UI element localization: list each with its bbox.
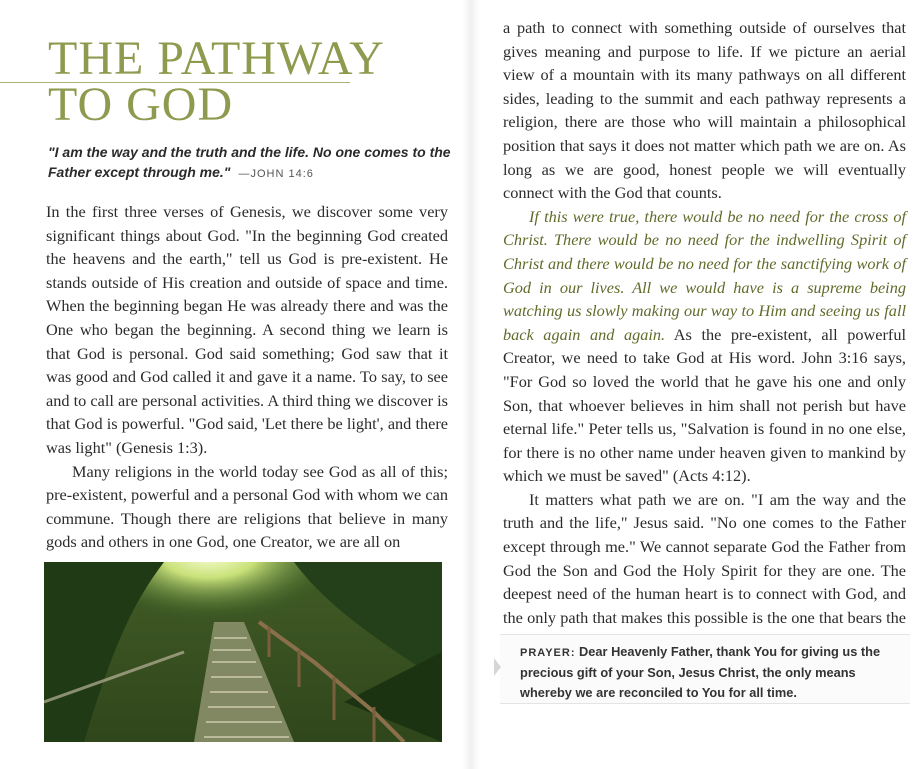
left-paragraph-1: In the first three verses of Genesis, we discover some very significant things about God. "In the beginning God created the heavens and the earth," tell us God is pre-existent. He stands outside of His creation and outside of space and time. When the beginning began He was already there and was the One who began the beginning. A second thing we learn is that God is personal. God said something; God saw that it was good and God called it and gave it a name. To say, to see and to call are personal activities. A third thing we discover is that God is powerful. "God said, 'Let there be light', and there was light" (Genesis 1:3). [46, 202, 448, 457]
right-paragraph-3: It matters what path we are on. "I am the way and the truth and the life," Jesus said. "No one comes to the Father except through me." We cannot separate God the Father from God the Son and God the Holy Spirit for they are one. The deepest need of the human heart is to connect with God, and the only path that makes this possible is the one that bears the [503, 489, 906, 627]
epigraph-quote: "I am the way and the truth and the life. No one comes to the Father except through me." [48, 144, 451, 180]
right-paragraph-2-emphasis: If this were true, there would be no need for the cross of Christ. There would be no need for the indwelling Spirit of Christ and there would be no need for the sanctifying work of God in our lives. All we would have is a supreme being watching us slowly making our way to Him and seeing us fall back again and again. [503, 206, 906, 344]
title-line-2: TO GOD [48, 78, 234, 131]
page-title [48, 32, 385, 131]
right-body-text [503, 16, 906, 653]
right-paragraph-2 [503, 205, 906, 488]
prayer-text [520, 642, 890, 703]
left-paragraph-2: Many religions in the world today see God as all of this; pre-existent, powerful and a personal God with whom we can commune. Though there are religions that believe in many gods and others in one God, one Creator, we are all on [46, 461, 448, 552]
right-paragraph-1: a path to connect with something outside of ourselves that gives meaning and purpose to life. If we picture an aerial view of a mountain with its many pathways on all different sides, leading to the summit and each pathway represents a religion, there are those who will maintain a philosophical position that says it does not matter which path we are on. As long as we are good, honest people we will eventually connect with the God that counts. [503, 18, 906, 203]
prayer-arrow-icon [494, 658, 501, 676]
prayer-label: PRAYER: [520, 647, 576, 659]
forest-stairway-photo [44, 562, 442, 742]
right-page [470, 0, 920, 769]
prayer-body: Dear Heavenly Father, thank You for giving us the precious gift of your Son, Jesus Christ, the only means whereby we are reconciled to You for all time. [520, 644, 881, 700]
right-paragraph-2-rest: As the pre-existent, all powerful Creator, we need to take God at His word. John 3:16 says, "For God so loved the world that he gave his one and only Son, that whoever believes in him shall not perish but have eternal life." Peter tells us, "Salvation is found in no one else, for there is no other name under heaven given to mankind by which we must be saved" (Acts 4:12). [503, 324, 907, 486]
epigraph-reference: —JOHN 14:6 [238, 168, 314, 180]
left-body-text [46, 200, 448, 554]
epigraph [48, 142, 453, 184]
title-line-1: THE PATHWAY [48, 32, 385, 85]
